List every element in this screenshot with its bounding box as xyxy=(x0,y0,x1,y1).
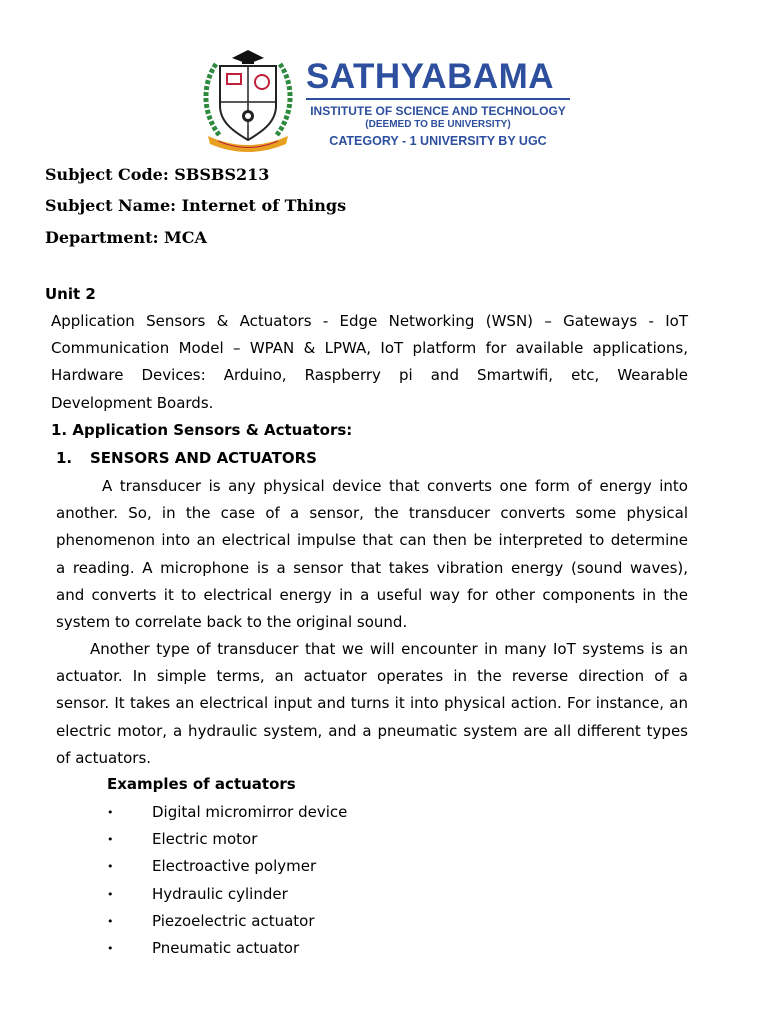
list-item xyxy=(107,853,347,880)
sub-heading: SENSORS AND ACTUATORS xyxy=(90,449,317,467)
paragraph-transducer xyxy=(56,473,688,636)
paragraph-line: Application Sensors & Actuators - Edge Networking (WSN) – Gateways - IoT xyxy=(51,312,688,330)
unit-summary xyxy=(51,308,688,417)
examples-title: Examples of actuators xyxy=(107,775,296,793)
logo-tagline-2: (DEEMED TO BE UNIVERSITY) xyxy=(365,119,511,130)
list-item-label: Digital micromirror device xyxy=(152,803,348,821)
list-item xyxy=(107,799,347,826)
bullet-icon: • xyxy=(107,833,114,847)
list-item xyxy=(107,826,347,853)
list-item xyxy=(107,908,347,935)
bullet-icon: • xyxy=(107,806,114,819)
paragraph-line: of actuators. xyxy=(56,748,152,767)
examples-list xyxy=(107,799,347,962)
logo-wordmark: SATHYABAMA xyxy=(306,57,555,96)
list-item-label: Hydraulic cylinder xyxy=(152,884,288,903)
sub-heading-number: 1. xyxy=(56,449,73,467)
subject-name: Subject Name: Internet of Things xyxy=(45,196,347,215)
paragraph-line: system to correlate back to the original sound. xyxy=(56,613,408,632)
university-seal-icon xyxy=(198,44,298,160)
paragraph-actuator xyxy=(56,636,688,772)
university-logo xyxy=(198,44,578,160)
paragraph-line: actuator. In simple terms, an actuator operates in the reverse direction of a xyxy=(56,667,688,686)
paragraph-line: another. So, in the case of a sensor, the transducer converts some physical xyxy=(56,504,688,523)
unit-title: Unit 2 xyxy=(45,285,96,303)
paragraph-line: Another type of transducer that we will encounter in many IoT systems is an xyxy=(90,640,688,658)
paragraph-line: and converts it to electrical energy in a useful way for other components in the xyxy=(56,585,688,604)
list-item-label: Piezoelectric actuator xyxy=(152,911,315,930)
logo-tagline-3: CATEGORY - 1 UNIVERSITY BY UGC xyxy=(329,134,547,148)
paragraph-line: a reading. A microphone is a sensor that takes vibration energy (sound waves), xyxy=(56,558,688,577)
paragraph-line: phenomenon into an electrical impulse that can then be interpreted to determine xyxy=(56,531,688,550)
list-item-label: Pneumatic actuator xyxy=(152,938,300,957)
logo-tagline-1: INSTITUTE OF SCIENCE AND TECHNOLOGY xyxy=(310,104,566,118)
list-item xyxy=(107,935,347,962)
subject-code: Subject Code: SBSBS213 xyxy=(45,165,270,184)
logo-text-block xyxy=(306,58,572,150)
section-heading: 1. Application Sensors & Actuators: xyxy=(51,421,353,439)
paragraph-line: electric motor, a hydraulic system, and a pneumatic system are all different types xyxy=(56,721,688,740)
paragraph-line: Communication Model – WPAN & LPWA, IoT platform for available applications, xyxy=(51,339,688,358)
paragraph-line: Development Boards. xyxy=(51,393,214,412)
bullet-icon: • xyxy=(107,914,114,928)
list-item xyxy=(107,881,347,908)
paragraph-line: sensor. It takes an electrical input and turns it into physical action. For instance, an xyxy=(56,694,688,713)
bullet-icon: • xyxy=(107,941,114,955)
paragraph-line: A transducer is any physical device that converts one form of energy into xyxy=(102,477,688,495)
department: Department: MCA xyxy=(45,228,207,247)
bullet-icon: • xyxy=(107,860,114,874)
list-item-label: Electroactive polymer xyxy=(152,857,317,876)
list-item-label: Electric motor xyxy=(152,830,258,849)
paragraph-line: Hardware Devices: Arduino, Raspberry pi and Smartwifi, etc, Wearable xyxy=(51,366,688,385)
logo-divider xyxy=(306,98,570,100)
bullet-icon: • xyxy=(107,887,114,901)
